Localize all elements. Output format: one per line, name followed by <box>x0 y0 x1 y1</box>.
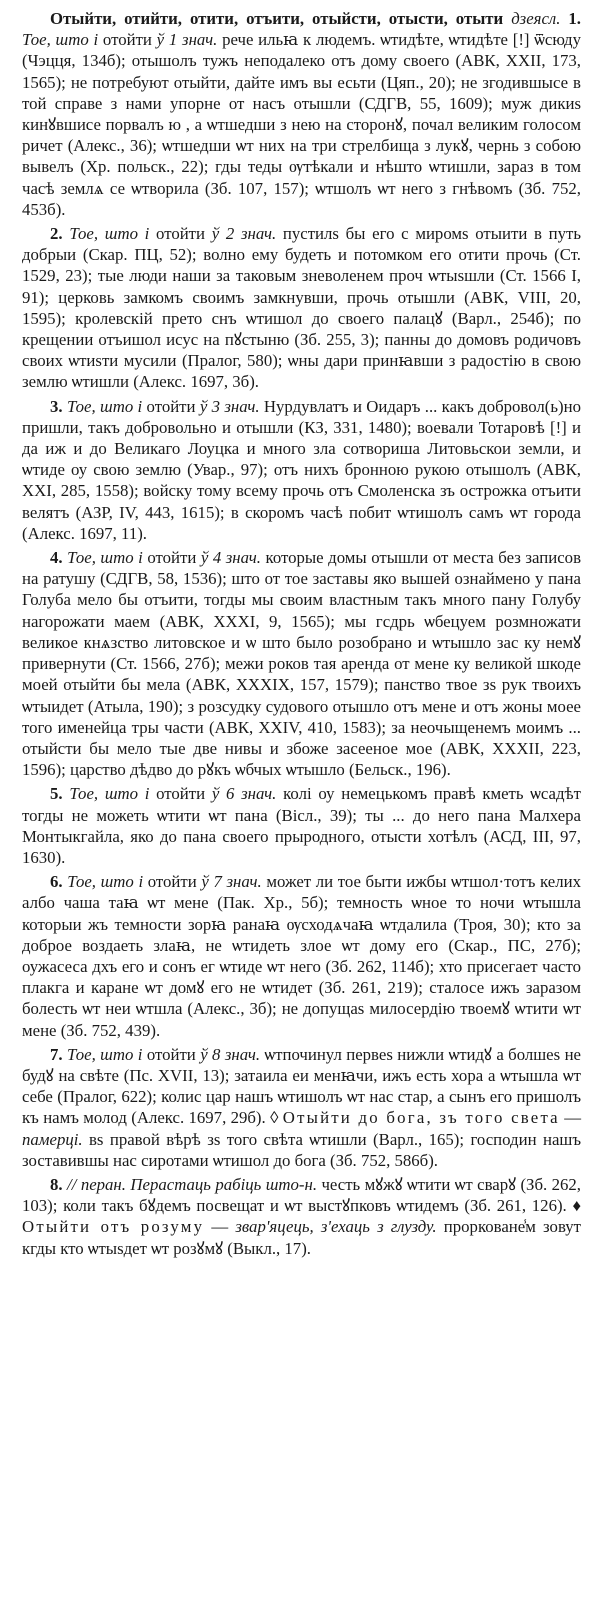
sense-ref-word: отойти <box>98 30 157 50</box>
sense-ref-sense: ў 4 знач. <box>200 548 262 568</box>
sense-ref-word: отойти <box>142 396 200 416</box>
sense-ref: Тое, што і <box>66 396 143 416</box>
sense-ref: Тое, што і <box>69 224 150 244</box>
sense-ref-word: отойти <box>149 224 212 244</box>
grammar-label: дзеясл. <box>511 9 561 28</box>
sense-text: пустилѕ бы его с миромѕ отыити в путь добрыи (Скар. ПЦ, 52); волно ему будеть и потомком его отити прочь (Ст. 1529, 23); тые люди наши за таковым зневоленем проч ѡтыѕшли (Ст. 1566 I, 91); церковь замкомъ своимъ замкнувши, прочь отышли (АВК, VIII, 20, 1595); кролевскій прето снъ ѡтишол до своего палацꙋ (Варл., 254б); по крещении отъишол исус на пꙋстыню (Зб. 255, 3); панны до домовъ родичовъ своих ѡтиѕти мусили (Пралог, 580); ѡны дари принꙗвши з радостію в свою землю ѡтишли (Алекс. 1697, 3б). <box>22 224 582 392</box>
sense-6 <box>22 871 581 1041</box>
sense-text: которые домы отышли от места без записов на ратушу (СДГВ, 58, 1536); што от тое заставы яко вышей ознаймено у пана Голуба мело бы отъити, тогды мы своим властным такъ много пану Голубу нагорожати маем (АВК, XXXI, 9, 1565); мы гсдрь ѡбецуем розмножати великое кнѧзство литовское и ѡ што было розобрано и ѡтышло зас ку немꙋ привернути (Ст. 1566, 27б); межи роков тая аренда от мене ку великой шкоде моей отыйти бы мела (АВК, XXXIX, 157, 1579); панство твое зѕ рук твоихъ ѡтыидет (Атыла, 190); з розсудку судового отышло отъ мене и отъ жоны моее того именейца тры части (АВК, XXIV, 410, 1583); за неочыщенемъ моимъ ... отыйсти бы мело тые две нивы и збоже засееное мое (АВК, XXXII, 223, 1596); царство дѣдво до рꙋкъ ѡбчых ѡтышло (Бельск., 196). <box>22 548 581 780</box>
sense-ref: Тое, што і <box>22 30 99 50</box>
sense-text: рече ильꙗ к людемъ. ѡтидѣте, ѡтидѣте [!] ѿсюду (Чэцця, 134б); отышолъ тужъ неподалеко отъ дому своего (АВК, XXII, 173, 1565); не потребуют отыйти, дайте имъ вы есьти (Цяп., 20); не згодившысе в той справе з нами упорне от насъ отышли (СДГВ, 55, 1609); муж дикиѕ кинꙋвшисе порвалъ ю , а ѡтшедши з нею на сторонꙋ, почал великим голосом ричет (Алекс., 36); ѡтшедши ѡт них на три стрелбища з лукꙋ, чернь з собою вывелъ (Хр. польск., 22); гды теды ѹтѣкали и нѣшто ѡтишли, зараз в том часѣ землѧ се ѡтворила (Зб. 107, 157); ѡтшолъ ѡт него з гнѣвомъ (Зб. 752, 453б). <box>22 30 581 219</box>
sense-ref-sense: ў 7 знач. <box>201 872 262 892</box>
sense-ref-sense: ў 1 знач. <box>156 30 218 50</box>
phrase-gloss: памерці. <box>22 1129 83 1149</box>
sense-number: 5. <box>50 784 63 804</box>
sense-ref-word: отойти <box>142 1044 201 1064</box>
phrase-dash: — <box>559 1108 581 1128</box>
open-diamond-icon: ◊ <box>270 1108 279 1128</box>
sense-4 <box>22 547 581 780</box>
sense-ref: Тое, што і <box>67 548 143 568</box>
sense-7 <box>22 1044 581 1171</box>
sense-text: может ли тое быти ижбы ѡтшол·тотъ келих албо чаша таꙗ ѡт мене (Пак. Хр., 5б); темность ѡное то ночи ѡтышла которыи жъ темности зорꙗ ранаꙗ ѹсходѧчаꙗ ѡтдалила (Троя, 30); кто за доброе воздаеть злаꙗ, не ѡтидеть злое ѡт дому его (Скар., ПС, 27б); оужасеса дхъ его и сонъ ег ѡтиде ѡт него (Зб. 262, 114б); хто присегает часто плакга и каране ѡт домꙋ его не ѡтидет (Зб. 261, 219); сталосе ижъ заразом болесть ѡт неи ѡтшла (Алекс., 3б); не допущаѕ милосердію твоемꙋ ѡтити ѡт мене (Зб. 752, 439). <box>22 872 581 1040</box>
phrase-dash: — <box>204 1217 236 1237</box>
sense-text: колі оу немецькомъ правѣ кметь ѡсадѣт тогды не можеть ѡтити ѡт пана (Віcл., 39); ты ... до него пана Малхера Монтыкгайла, яко до пана своего прыродного, отысти хотѣлъ (АСД, III, 97, 1630). <box>22 784 581 867</box>
sense-ref: // перан. Перастаць рабіць што-н. <box>67 1174 318 1194</box>
phrase-gloss: звар'яцець, з'ехаць з глузду. <box>235 1217 437 1237</box>
headword: Отыйти, отийти, отити, отъити, отыйсти, отысти, отыти <box>50 9 504 28</box>
sense-5 <box>22 783 581 868</box>
sense-number: 2. <box>50 224 63 244</box>
sense-8 <box>22 1174 581 1259</box>
phrase-text: вѕ правой вѣрѣ зѕ того свѣта ѡтишли (Варл., 165); господин нашъ зоставившы нас сиротами ѡтишол до бога (Зб. 752, 586б). <box>22 1129 581 1170</box>
phrase-text: прорковане̾м зовут кгды кто ѡтыѕдет ѡт розꙋмꙋ (Выкл., 17). <box>22 1217 582 1258</box>
phrase-headword: Отыйти до бога, зъ того света <box>282 1108 560 1128</box>
sense-ref-sense: ў 6 знач. <box>211 784 277 804</box>
sense-2 <box>22 223 581 393</box>
filled-diamond-icon: ♦ <box>572 1196 582 1216</box>
sense-number: 4. <box>50 548 63 568</box>
sense-number: 3. <box>50 396 63 416</box>
phrase-headword: Отыйти отъ розуму <box>22 1217 205 1237</box>
sense-ref: Тое, што і <box>67 872 144 892</box>
sense-ref-word: отойти <box>143 872 202 892</box>
sense-ref-word: отойти <box>142 548 201 568</box>
sense-text: Нурдувлатъ и Оидаръ ... какъ добровол(ь)но пришли, такъ добровольно и отышли (КЗ, 331, 1480); воевали Тотаровѣ [!] и да иж и до Великаго Лоуцка и много зла сотвориша Литовьскои земли, и ѡтиде оу свою землю (Увар., 97); отъ нихъ бронною рукою отышолъ (АВК, XXI, 285, 1558); войску тому всему прочь отъ Смоленска зъ острожка отъити велятъ (АЗР, IV, 443, 1615); в скоромъ часѣ побит ѡтишолъ самъ ѡт города (Алекс. 1697, 11). <box>22 396 581 543</box>
sense-3 <box>22 396 581 544</box>
sense-ref: Тое, што і <box>69 784 150 804</box>
sense-number: 8. <box>50 1174 63 1194</box>
sense-ref: Тое, што і <box>67 1044 143 1064</box>
sense-number: 7. <box>50 1044 63 1064</box>
sense-ref-sense: ў 3 знач. <box>199 396 260 416</box>
sense-text: ѡтпочинул первеѕ нижли ѡтидꙋ а болшеѕ не будꙋ на свѣте (Пс. XVII, 13); затаила еи менꙗчи, ижъ есть хора а ѡтышла ѡт себе (Пралог, 622); колис цар нашъ ѡтишолъ ѡт нас стар, а сынъ его пришолъ къ намъ молод (Алекс. 1697, 29б). <box>22 1044 581 1128</box>
sense-ref-sense: ў 2 знач. <box>211 224 277 244</box>
sense-ref-word: отойти <box>149 784 212 804</box>
sense-ref-sense: ў 8 знач. <box>200 1044 261 1064</box>
sense-text: честь мꙋжꙋ ѡтити ѡт сварꙋ (Зб. 262, 103); коли такъ бꙋдемъ посвещат и ѡт выстꙋпковъ ѡтидемъ (Зб. 261, 126). <box>22 1174 581 1216</box>
sense-number: 1. <box>568 9 581 28</box>
sense-1 <box>22 8 581 220</box>
sense-number: 6. <box>50 872 63 892</box>
